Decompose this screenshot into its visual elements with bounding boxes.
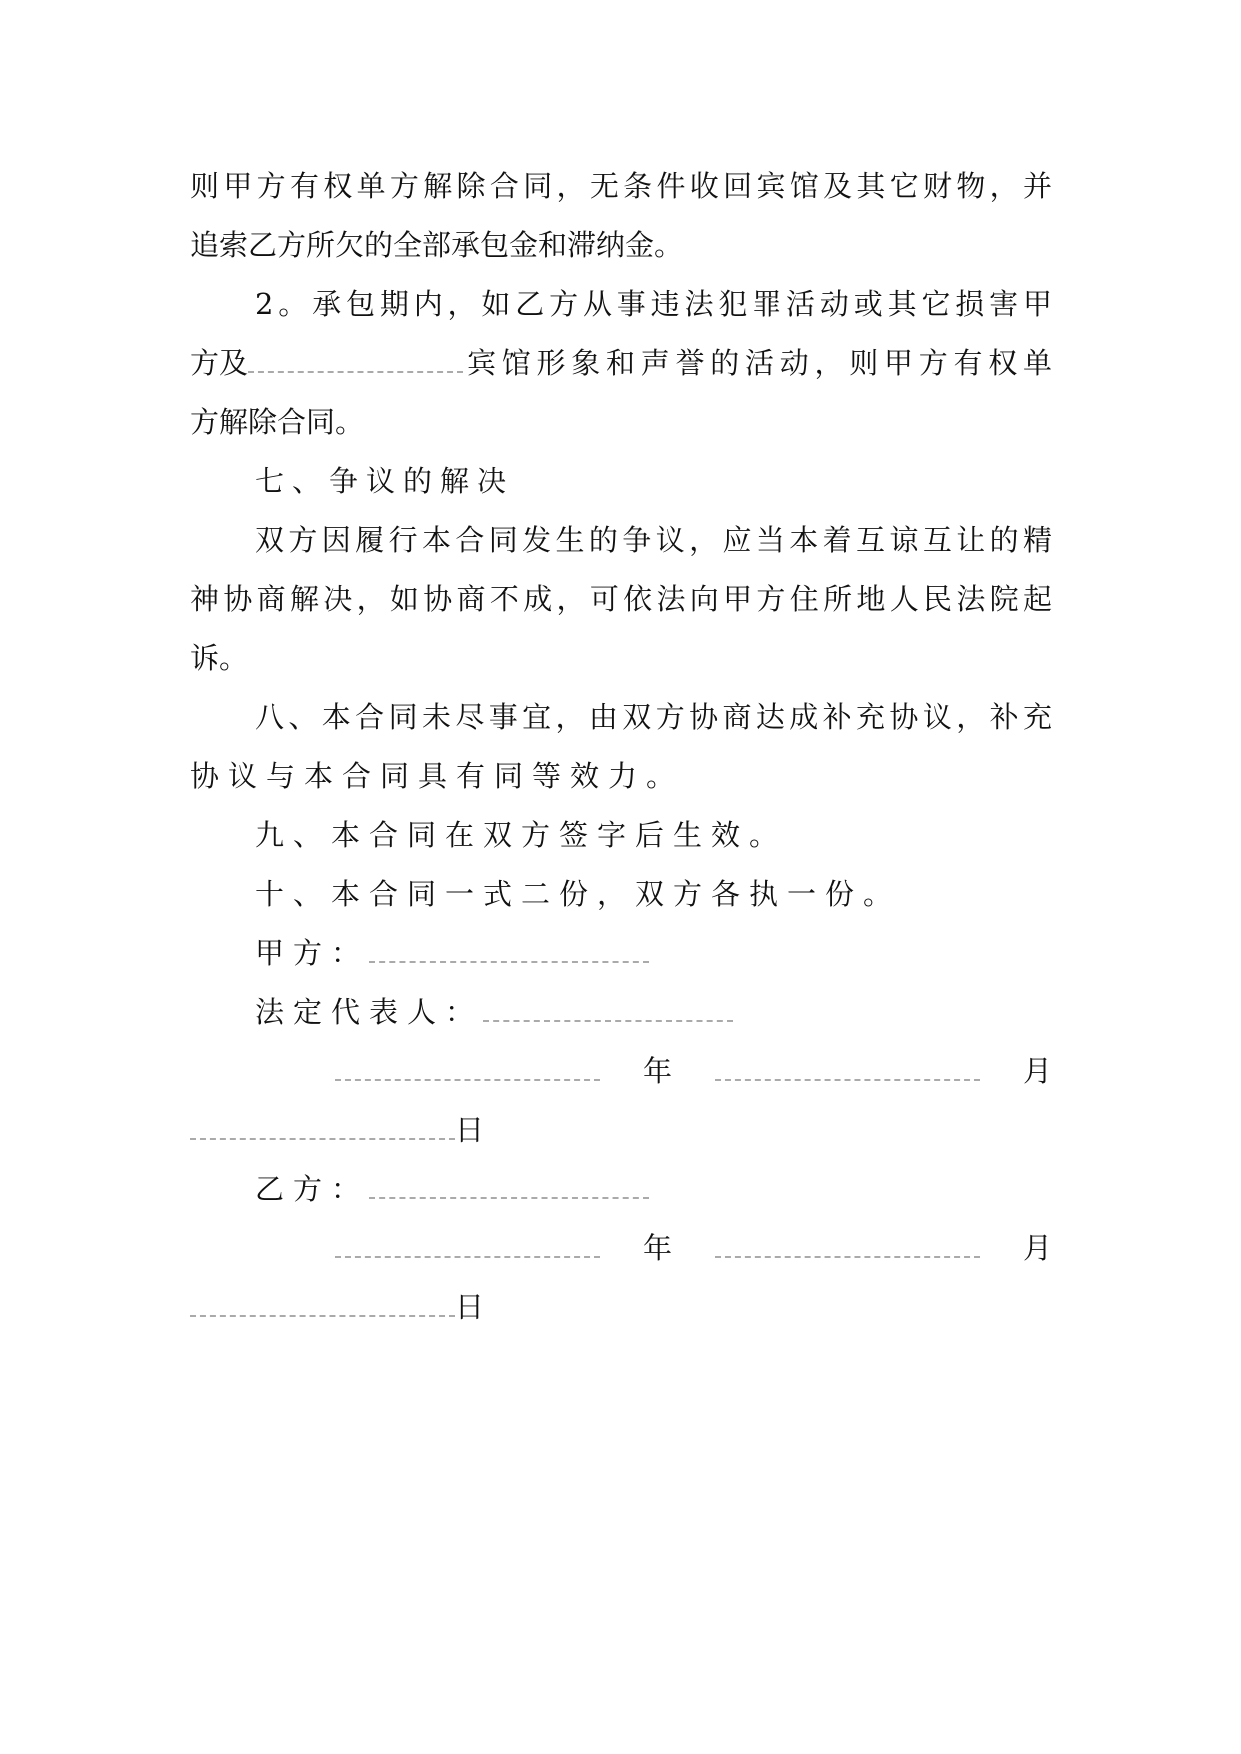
section-heading: 七、争议的解决: [255, 464, 515, 498]
date-line-b: [335, 1219, 1052, 1278]
day-field[interactable]: [190, 1293, 455, 1317]
month-field[interactable]: [715, 1057, 980, 1081]
blank-field[interactable]: [248, 349, 463, 373]
party-a-field[interactable]: [369, 939, 649, 963]
month-label: 月: [1022, 1231, 1052, 1265]
text-line: 神协商解决，如协商不成，可依法向甲方住所地人民法院起: [190, 582, 1052, 616]
text-line: 十、本合同一式二份，双方各执一份。: [255, 877, 902, 911]
text: 方及: [190, 346, 249, 380]
day-line-b: [190, 1278, 1052, 1337]
party-a-label: 甲方：: [255, 936, 370, 970]
text-line: 八、本合同未尽事宜，由双方协商达成补充协议，补充: [255, 700, 1052, 734]
text-line: 则甲方有权单方解除合同，无条件收回宾馆及其它财物，并: [190, 169, 1052, 203]
text-line: 诉。: [190, 641, 249, 675]
year-label: 年: [642, 1054, 672, 1088]
date-line-a: [335, 1042, 1052, 1101]
year-label: 年: [642, 1231, 672, 1265]
party-b-line: [255, 1160, 1052, 1219]
day-field[interactable]: [190, 1116, 455, 1140]
day-label: 日: [455, 1290, 485, 1324]
legal-rep-line: [255, 983, 1052, 1042]
text-line: 方解除合同。: [190, 405, 365, 439]
text-line: 九、本合同在双方签字后生效。: [255, 818, 788, 852]
legal-rep-label: 法定代表人：: [255, 995, 484, 1029]
month-field[interactable]: [715, 1234, 980, 1258]
text-line: 协议与本合同具有同等效力。: [190, 759, 685, 793]
legal-rep-field[interactable]: [483, 998, 733, 1022]
day-label: 日: [455, 1113, 485, 1147]
party-b-label: 乙方：: [255, 1172, 370, 1206]
text-line: 双方因履行本合同发生的争议，应当本着互谅互让的精: [255, 523, 1052, 557]
party-a-line: [255, 924, 1052, 983]
text-line: 2。承包期内，如乙方从事违法犯罪活动或其它损害甲: [255, 287, 1052, 321]
day-line-a: [190, 1101, 1052, 1160]
text-line: 追索乙方所欠的全部承包金和滞纳金。: [190, 228, 684, 262]
month-label: 月: [1022, 1054, 1052, 1088]
party-b-field[interactable]: [369, 1175, 649, 1199]
text: 宾馆形象和声誉的活动，则甲方有权单: [467, 346, 1052, 380]
text-line: [190, 334, 1052, 393]
year-field[interactable]: [335, 1234, 600, 1258]
year-field[interactable]: [335, 1057, 600, 1081]
